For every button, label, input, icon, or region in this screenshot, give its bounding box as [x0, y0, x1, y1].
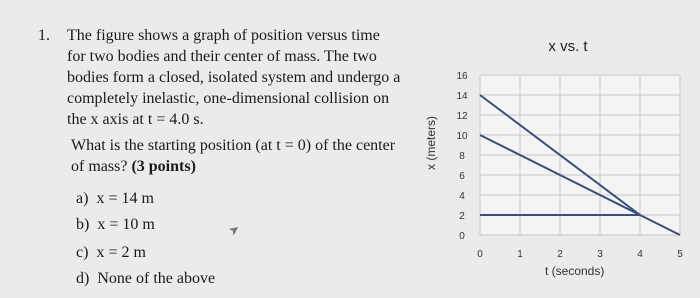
chart-svg [420, 0, 700, 298]
choice-c[interactable] [76, 244, 146, 262]
y-tick-label: 4 [459, 191, 465, 202]
y-axis-label: x (meters) [424, 116, 438, 170]
y-tick-label: 10 [456, 131, 468, 142]
choice-b[interactable] [76, 216, 155, 234]
y-tick-label: 16 [456, 71, 468, 82]
points-label: (3 points) [131, 158, 196, 175]
prompt-line [71, 156, 416, 177]
x-tick-label: 0 [477, 249, 483, 260]
x-tick-label: 1 [517, 249, 523, 260]
choice-letter: c) [76, 244, 89, 261]
choice-d[interactable] [76, 270, 215, 288]
choice-text: x = 2 m [96, 244, 146, 261]
question-prompt [71, 135, 416, 177]
stem-line: the x axis at t = 4.0 s. [67, 111, 204, 128]
x-tick-label: 2 [557, 249, 563, 260]
chart-panel [420, 0, 700, 298]
choice-letter: d) [76, 270, 90, 287]
choice-letter: b) [76, 216, 90, 233]
question-stem [67, 25, 417, 130]
y-tick-label: 8 [459, 151, 465, 162]
choice-text: x = 10 m [97, 216, 155, 233]
x-axis-label: t (seconds) [545, 264, 605, 278]
x-tick-label: 4 [637, 249, 643, 260]
x-tick-label: 3 [597, 249, 603, 260]
y-tick-label: 2 [459, 211, 465, 222]
choice-text: x = 14 m [96, 190, 154, 207]
prompt-line: What is the starting position (at t = 0) of the center [71, 137, 396, 154]
stem-line: for two bodies and their center of mass. The two [67, 48, 377, 65]
y-tick-label: 14 [456, 91, 468, 102]
stem-line: bodies form a closed, isolated system and undergo a [67, 69, 401, 86]
y-tick-label: 0 [459, 231, 465, 242]
choice-letter: a) [76, 190, 89, 207]
y-tick-label: 12 [456, 111, 468, 122]
prompt-line-text: of mass? [71, 158, 128, 175]
stem-line: completely inelastic, one-dimensional collision on [67, 90, 390, 107]
choice-text: None of the above [97, 270, 216, 287]
chart-title: x vs. t [548, 38, 588, 55]
stem-line: The figure shows a graph of position versus time [67, 27, 380, 44]
x-tick-label: 5 [677, 249, 683, 260]
mouse-cursor-icon: ➤ [225, 220, 243, 239]
y-tick-label: 6 [459, 171, 465, 182]
choice-a[interactable] [76, 190, 154, 208]
question-number: 1. [38, 27, 50, 44]
